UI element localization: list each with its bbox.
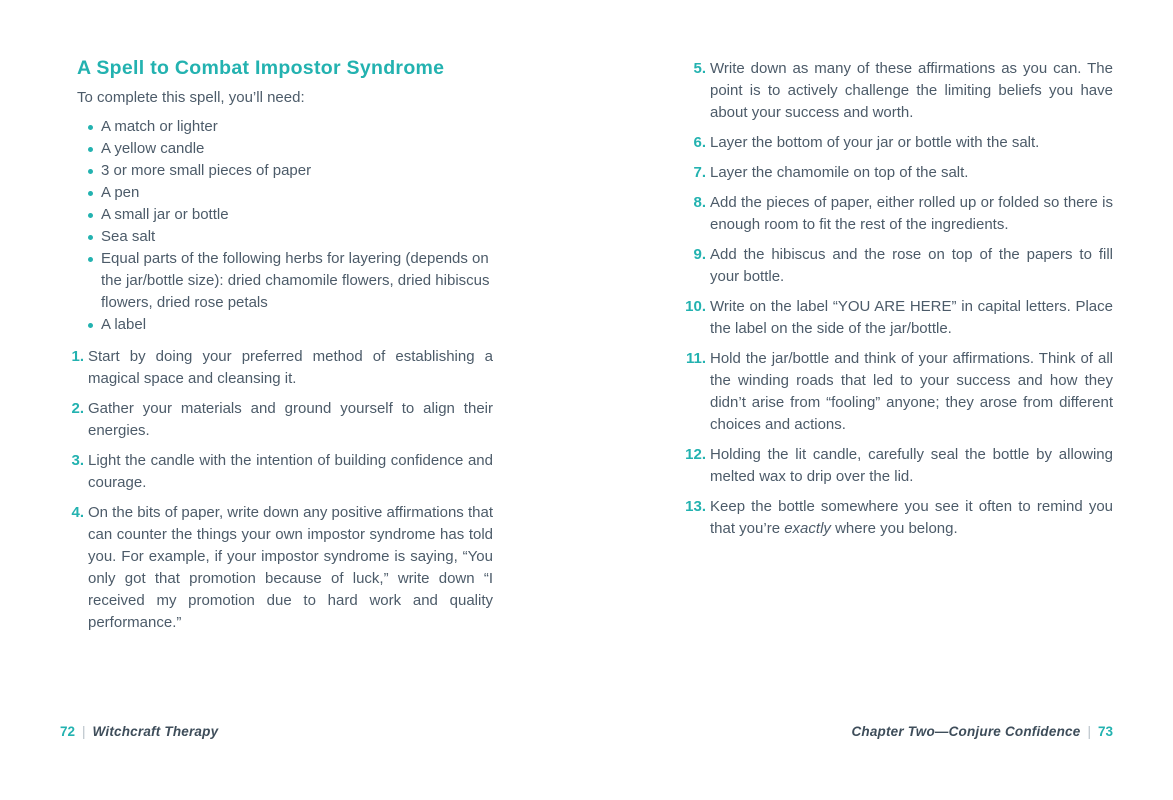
ingredient-text: 3 or more small pieces of paper [101,162,312,179]
step-text: Gather your materials and ground yourself to align their energies. [88,400,493,439]
bullet-icon [88,235,93,240]
ingredients-list [62,116,493,336]
ingredient-text: A match or lighter [101,118,218,135]
step-number: 12. [685,446,706,463]
step-item [62,346,493,390]
steps-list-left [62,346,493,634]
ingredient-text: Equal parts of the following herbs for layering (depends on the jar/bottle size): dried chamomile flowers, dried hibiscus flowers, dried rose petals [101,250,490,311]
ingredient-item [88,204,493,226]
step-number: 8. [693,194,706,211]
bullet-icon [88,213,93,218]
bullet-icon [88,125,93,130]
step-item [676,244,1113,288]
steps-list-right [676,58,1113,540]
ingredient-text: A pen [101,184,140,201]
step-text: Write on the label “YOU ARE HERE” in capital letters. Place the label on the side of the jar/bottle. [710,298,1113,337]
step-number: 4. [71,504,84,521]
step-text: Hold the jar/bottle and think of your affirmations. Think of all the winding roads that led to your success and how they didn’t arise from “fooling” anyone; they arose from different choices and actions. [710,350,1113,433]
step-number: 11. [685,350,706,367]
step-item [676,132,1113,154]
spell-title: A Spell to Combat Impostor Syndrome [77,57,445,79]
ingredient-item [88,160,493,182]
step-item [676,192,1113,236]
bullet-icon [88,147,93,152]
step-number: 10. [685,298,706,315]
footer-separator-left: | [82,724,86,739]
step-text: Add the hibiscus and the rose on top of the papers to fill your bottle. [710,246,1113,285]
step-number: 3. [71,452,84,469]
intro-text: To complete this spell, you’ll need: [77,89,305,106]
ingredient-item [88,116,493,138]
step-text: Keep the bottle somewhere you see it often to remind you that you’re exactly where you belong. [710,498,1113,537]
page-number-left: 72 [60,724,76,739]
step-number: 7. [693,164,706,181]
step-text: On the bits of paper, write down any positive affirmations that can counter the things your own impostor syndrome has told you. For example, if your impostor syndrome is saying, “You only got that promotion because of luck,” write down “I received my promotion due to hard work and quality performance.” [88,504,493,631]
step-text: Write down as many of these affirmations as you can. The point is to actively challenge the limiting beliefs you have about your success and worth. [710,60,1113,121]
ingredient-item [88,314,493,336]
left-page [62,56,493,634]
step-number: 2. [71,400,84,417]
ingredient-text: A yellow candle [101,140,205,157]
ingredient-item [88,138,493,160]
step-number: 9. [693,246,706,263]
step-number: 13. [685,498,706,515]
step-text: Light the candle with the intention of building confidence and courage. [88,452,493,491]
ingredient-text: Sea salt [101,228,156,245]
step-item [62,398,493,442]
step-item [676,348,1113,436]
ingredient-text: A label [101,316,147,333]
step-item [676,296,1113,340]
page-number-right: 73 [1097,724,1113,739]
ingredient-item [88,226,493,248]
right-footer [851,723,1113,741]
step-item [676,444,1113,488]
ingredient-text: A small jar or bottle [101,206,229,223]
step-item [676,496,1113,540]
left-footer [60,723,218,741]
ingredient-item [88,182,493,204]
step-item [62,502,493,634]
step-text: Start by doing your preferred method of establishing a magical space and cleansing it. [88,348,493,387]
step-text: Layer the bottom of your jar or bottle with the salt. [710,134,1040,151]
bullet-icon [88,257,93,262]
step-text: Add the pieces of paper, either rolled up or folded so there is enough room to fit the rest of the ingredients. [710,194,1113,233]
step-text: Layer the chamomile on top of the salt. [710,164,969,181]
bullet-icon [88,191,93,196]
step-text: Holding the lit candle, carefully seal the bottle by allowing melted wax to drip over the lid. [710,446,1113,485]
chapter-title: Chapter Two—Conjure Confidence [851,724,1081,739]
ingredient-item [88,248,493,314]
right-page [676,58,1113,540]
step-number: 6. [693,134,706,151]
bullet-icon [88,169,93,174]
book-title: Witchcraft Therapy [92,724,219,739]
step-item [676,58,1113,124]
bullet-icon [88,323,93,328]
step-number: 5. [693,60,706,77]
step-item [676,162,1113,184]
step-item [62,450,493,494]
footer-separator-right: | [1087,724,1091,739]
step-number: 1. [71,348,84,365]
